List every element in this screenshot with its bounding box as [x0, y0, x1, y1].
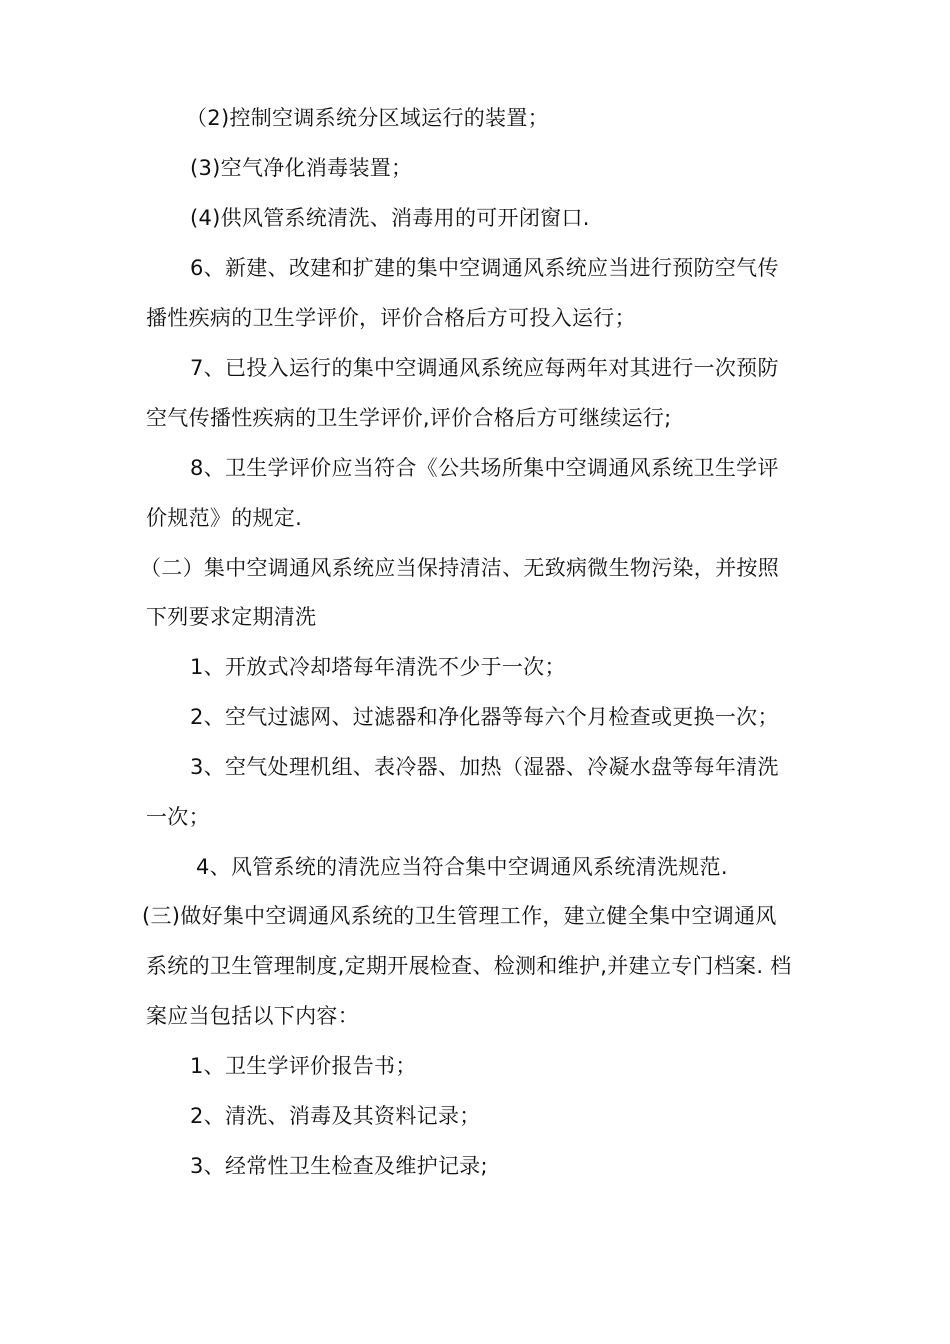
- text-line: 1、卫生学评价报告书；: [190, 1054, 417, 1078]
- text-line: 空气传播性疾病的卫生学评价,评价合格后方可继续运行;: [146, 406, 672, 430]
- text-line: 一次；: [146, 805, 210, 829]
- text-line: （2)控制空调系统分区域运行的装置；: [186, 106, 549, 130]
- text-line: (4)供风管系统清洗、消毒用的可开闭窗口.: [190, 206, 590, 230]
- text-line: 8、卫生学评价应当符合《公共场所集中空调通风系统卫生学评: [190, 456, 779, 480]
- text-line: 价规范》的规定.: [146, 506, 303, 530]
- text-line: 3、空气处理机组、表冷器、加热（湿器、冷凝水盘等每年清洗: [190, 755, 779, 779]
- text-line: 播性疾病的卫生学评价，评价合格后方可投入运行；: [146, 306, 636, 330]
- text-line: 系统的卫生管理制度,定期开展检查、检测和维护,并建立专门档案. 档: [146, 954, 792, 978]
- text-line: 下列要求定期清洗: [146, 605, 317, 629]
- text-line: 1、开放式冷却塔每年清洗不少于一次；: [190, 655, 566, 679]
- text-line: 6、新建、改建和扩建的集中空调通风系统应当进行预防空气传: [190, 256, 779, 280]
- text-line: 7、已投入运行的集中空调通风系统应每两年对其进行一次预防: [190, 356, 779, 380]
- text-line: （二）集中空调通风系统应当保持清洁、无致病微生物污染，并按照: [140, 556, 779, 580]
- text-line: 2、清洗、消毒及其资料记录；: [190, 1104, 481, 1128]
- text-line: (三)做好集中空调通风系统的卫生管理工作，建立健全集中空调通风: [142, 904, 777, 928]
- text-line: 案应当包括以下内容：: [146, 1004, 359, 1028]
- text-line: 2、空气过滤网、过滤器和净化器等每六个月检查或更换一次；: [190, 705, 779, 729]
- text-line: 4、风管系统的清洗应当符合集中空调通风系统清洗规范.: [196, 855, 728, 879]
- text-line: (3)空气净化消毒装置；: [190, 156, 413, 180]
- text-line: 3、经常性卫生检查及维护记录;: [190, 1154, 488, 1178]
